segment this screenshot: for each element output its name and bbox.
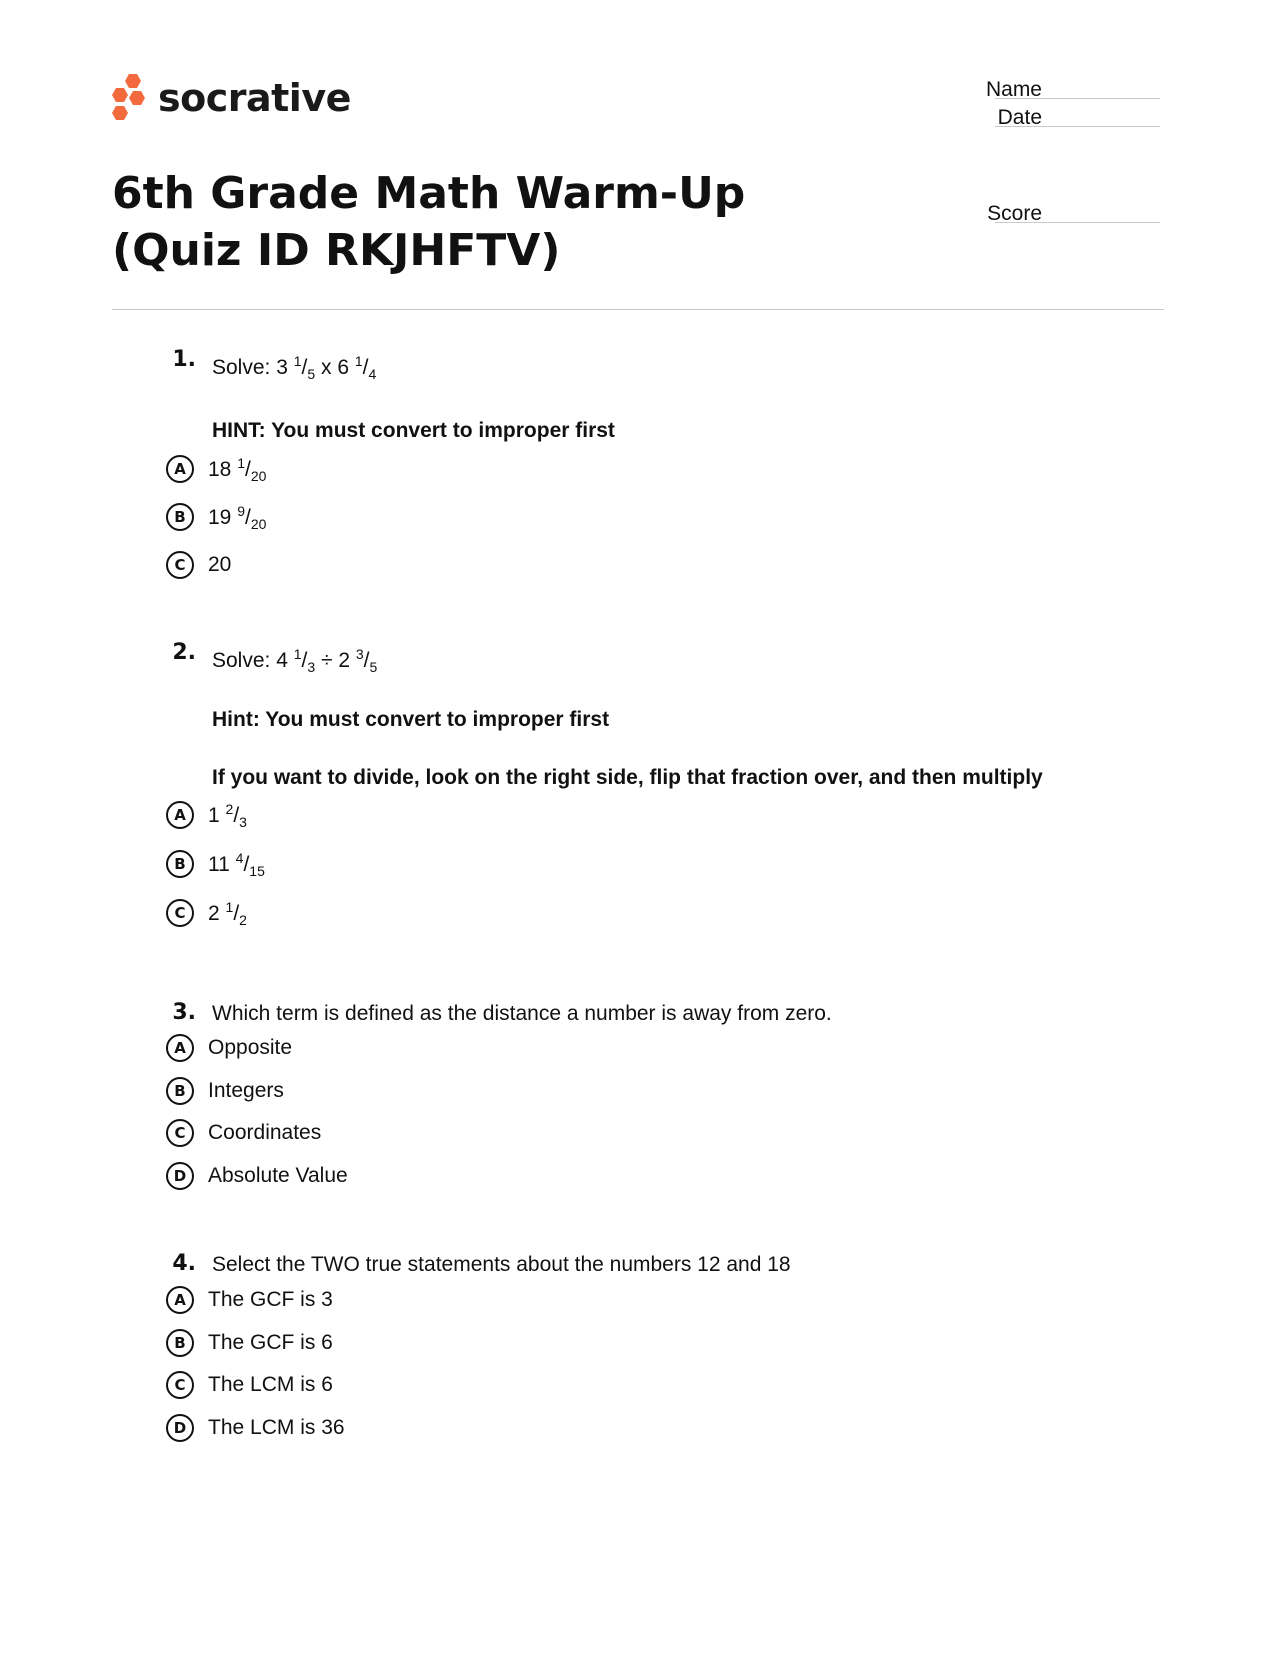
score-field[interactable] [880,202,1160,232]
option-text: The GCF is 6 [208,1331,333,1354]
option-c[interactable] [166,548,231,582]
answer-bubble-d[interactable]: D [166,1162,194,1190]
answer-bubble-b[interactable]: B [166,850,194,878]
question-hint: If you want to divide, look on the right side, flip that fraction over, and then multiply [212,766,1043,789]
answer-bubble-d[interactable]: D [166,1414,194,1442]
answer-bubble-c[interactable]: C [166,1371,194,1399]
option-text: 2 $^1/_2$ [208,898,247,928]
answer-bubble-a[interactable]: A [166,1286,194,1314]
answer-bubble-b[interactable]: B [166,1329,194,1357]
option-text: 19 $^9/_{20}$ [208,502,267,532]
name-label: Name [985,78,1042,101]
option-a[interactable] [166,798,247,832]
name-input-line[interactable] [995,98,1160,99]
option-b[interactable] [166,1326,333,1360]
question-number: 2. [172,640,196,665]
option-text: The GCF is 3 [208,1288,333,1311]
question-number: 4. [172,1251,196,1276]
option-text: Absolute Value [208,1164,348,1187]
date-label: Date [997,106,1042,129]
question-number: 1. [172,347,196,372]
option-text: The LCM is 6 [208,1373,333,1396]
option-text: Opposite [208,1036,293,1059]
question-prompt: Solve: 3 $^1/_5$ x 6 $^1/_4$ [212,353,377,382]
option-c[interactable] [166,1368,333,1402]
question-text: Select the TWO true statements about the numbers 12 and 18 [212,1253,791,1276]
question-hint: Hint: You must convert to improper first [212,708,610,731]
question-hint: HINT: You must convert to improper first [212,419,615,442]
option-text: Integers [208,1079,284,1102]
option-text: 20 [208,553,232,576]
option-b[interactable] [166,1074,284,1108]
option-text: The LCM is 36 [208,1416,345,1439]
answer-bubble-a[interactable]: A [166,801,194,829]
option-text: 18 $^1/_{20}$ [208,454,267,484]
answer-bubble-c[interactable]: C [166,1119,194,1147]
question-prompt: Solve: 4 $^1/_3 \div 2$ $^3/_5$ [212,646,378,675]
option-c[interactable] [166,896,247,930]
answer-bubble-b[interactable]: B [166,503,194,531]
option-b[interactable] [166,500,266,534]
option-b[interactable] [166,847,265,881]
header-divider [112,309,1164,310]
hexagon-cluster-icon [112,74,150,122]
question-number: 3. [172,1000,196,1025]
date-input-line[interactable] [995,126,1160,127]
answer-bubble-a[interactable]: A [166,1034,194,1062]
socrative-logo [112,72,351,124]
option-text: Coordinates [208,1121,322,1144]
brand-name: socrative [158,76,351,120]
answer-bubble-c[interactable]: C [166,551,194,579]
date-field[interactable] [880,106,1160,136]
answer-bubble-b[interactable]: B [166,1077,194,1105]
answer-bubble-c[interactable]: C [166,899,194,927]
answer-bubble-a[interactable]: A [166,455,194,483]
name-field[interactable] [880,78,1160,108]
option-d[interactable] [166,1159,348,1193]
quiz-title: 6th Grade Math Warm-Up (Quiz ID RKJHFTV) [112,168,746,276]
question-text: Which term is defined as the distance a number is away from zero. [212,1002,832,1025]
option-a[interactable] [166,452,266,486]
option-a[interactable] [166,1031,292,1065]
score-input-line[interactable] [995,222,1160,223]
option-a[interactable] [166,1283,333,1317]
option-d[interactable] [166,1411,345,1445]
option-c[interactable] [166,1116,321,1150]
score-label: Score [987,202,1042,225]
option-text: 1 $^2/_3$ [208,800,247,830]
option-text: 11 $^4/_{15}$ [208,849,265,879]
